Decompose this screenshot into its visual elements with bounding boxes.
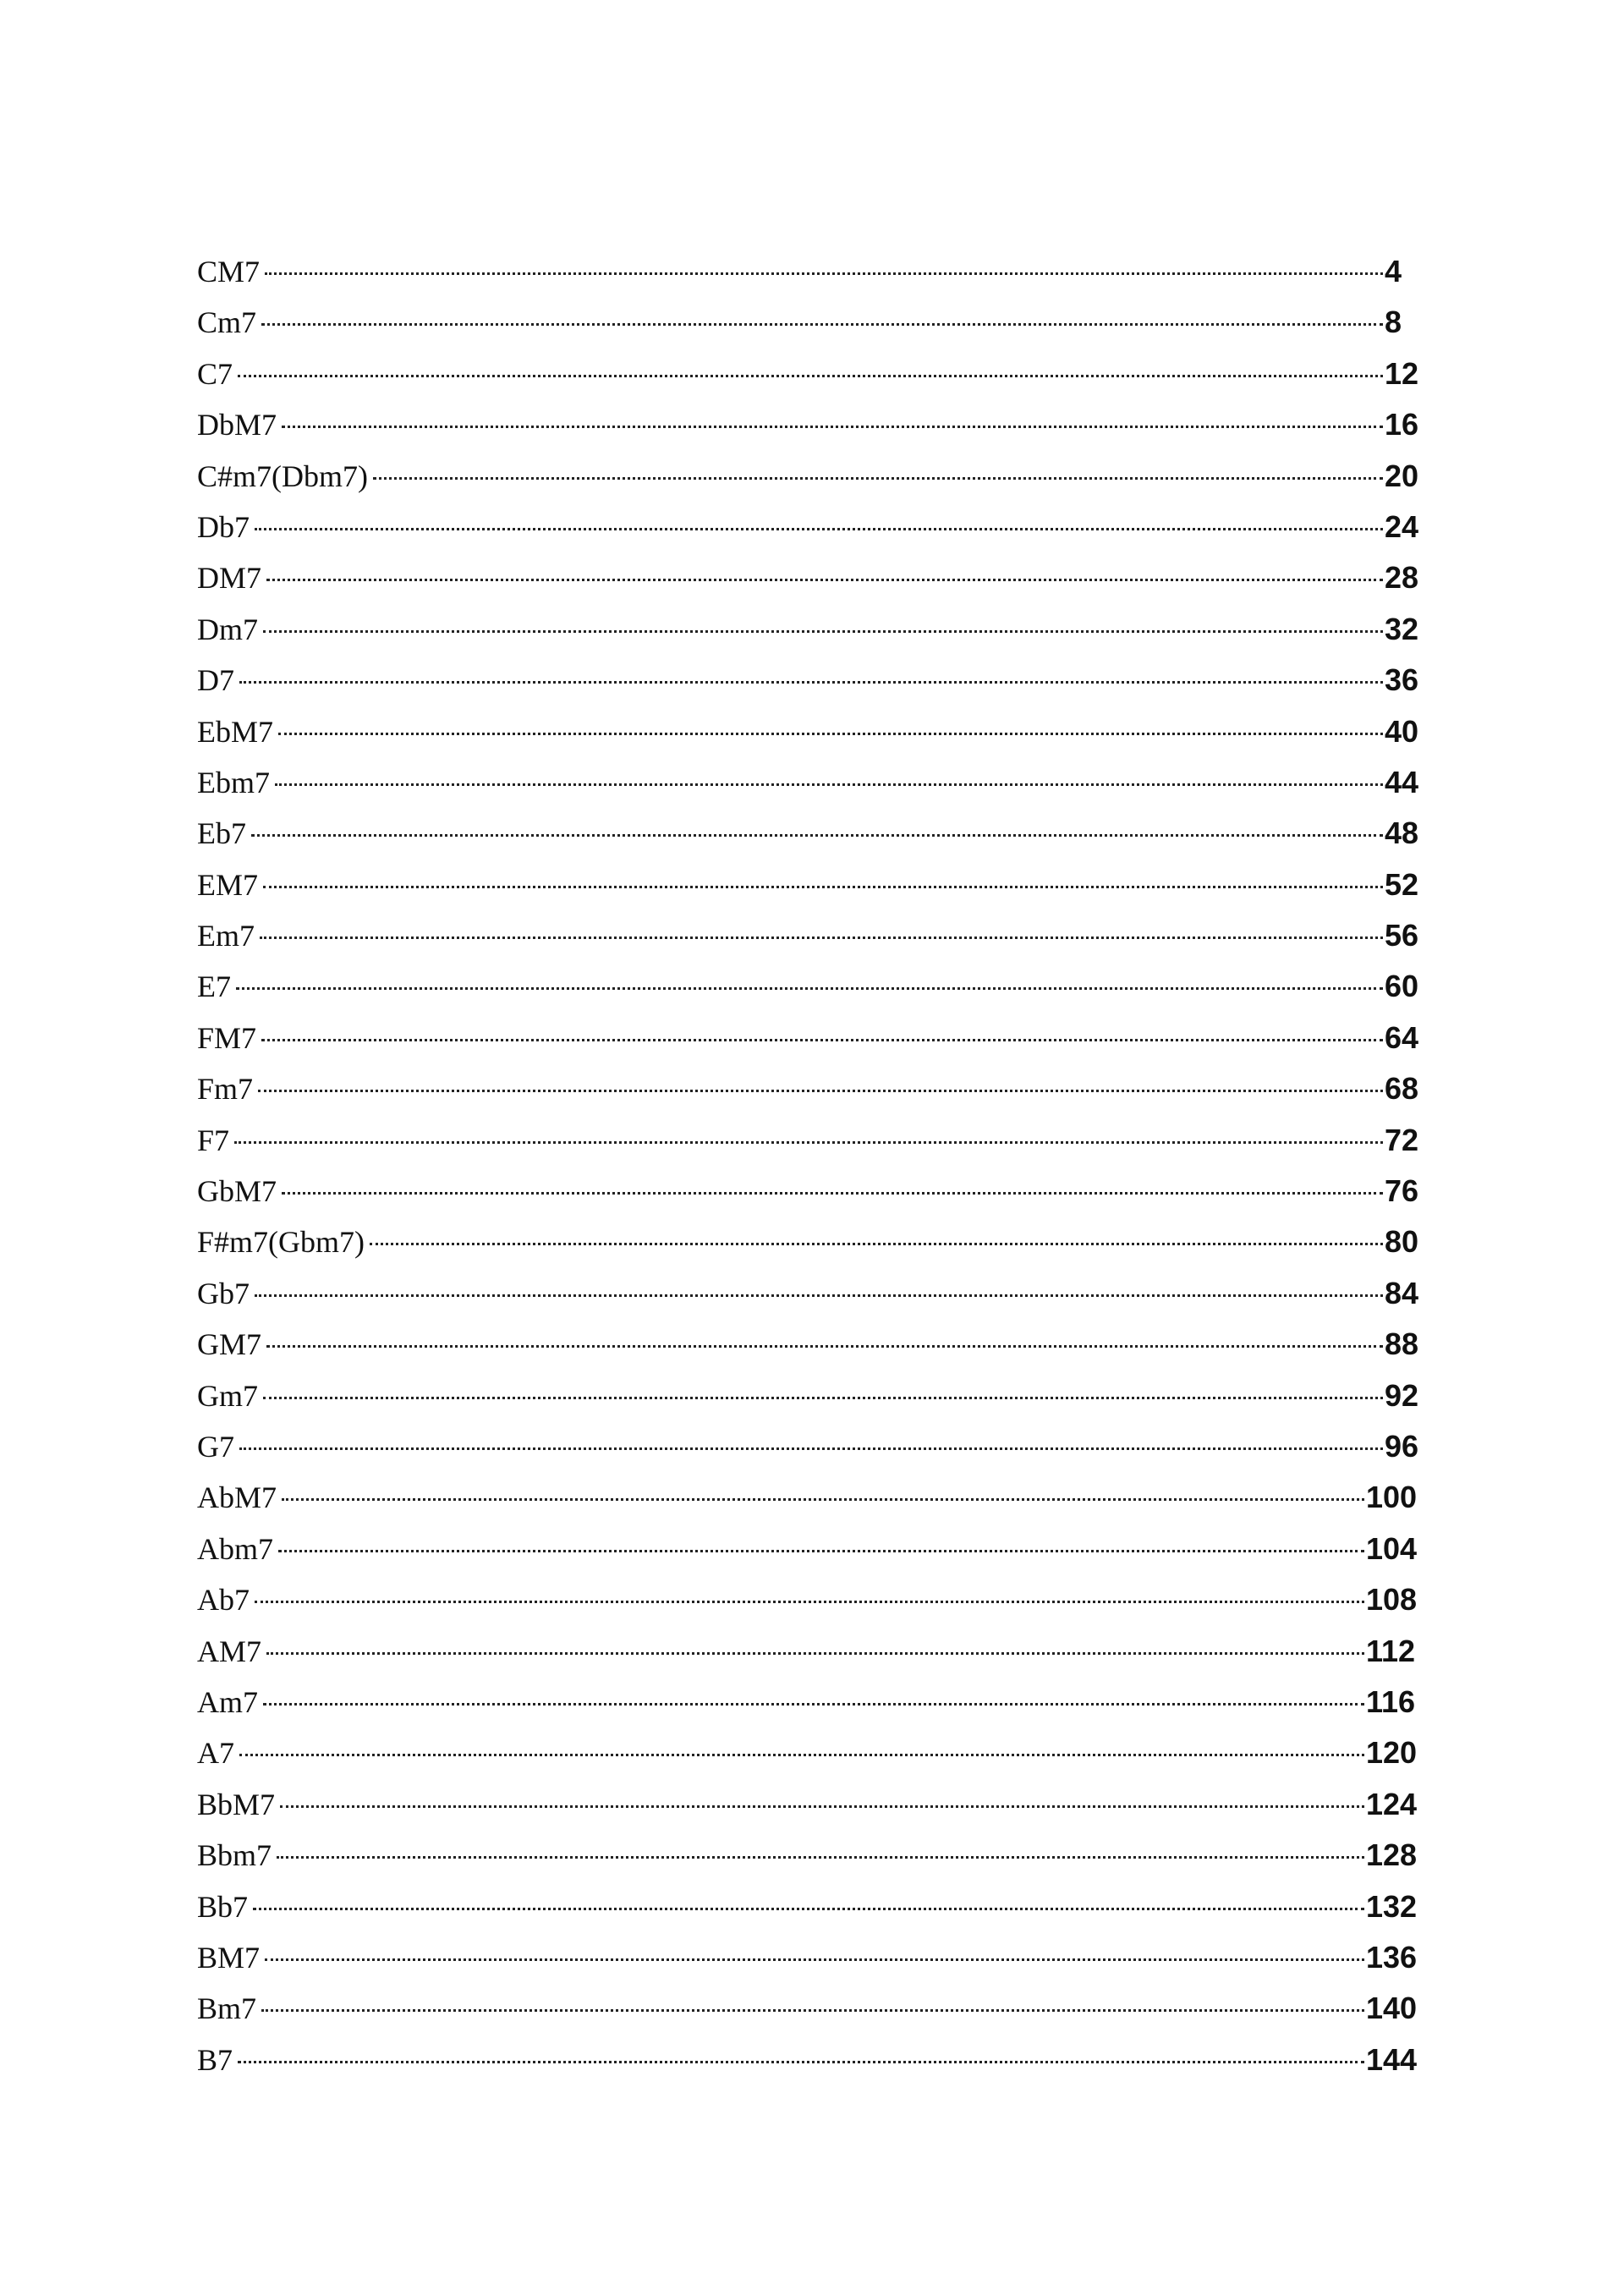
toc-entry-chord: G7: [197, 1429, 234, 1464]
toc-entry[interactable]: [197, 1634, 1425, 1684]
toc-entry[interactable]: [197, 1684, 1425, 1735]
toc-entry[interactable]: [197, 1837, 1425, 1888]
dot-leader: [263, 1703, 1364, 1706]
toc-entry[interactable]: [197, 1889, 1425, 1940]
toc-entry-chord: E7: [197, 969, 231, 1004]
toc-entry-page-number: 120: [1366, 1735, 1418, 1771]
dot-leader: [255, 1601, 1364, 1603]
toc-entry-page-number: 116: [1366, 1684, 1416, 1719]
dot-leader: [277, 1856, 1364, 1859]
toc-entry-chord: Bm7: [197, 1991, 257, 2026]
toc-entry[interactable]: [197, 459, 1425, 509]
dot-leader: [373, 477, 1383, 480]
toc-entry-page-number: 100: [1366, 1480, 1418, 1515]
toc-entry-page-number: 80: [1385, 1224, 1419, 1260]
toc-entry-chord: DbM7: [197, 408, 277, 442]
toc-entry[interactable]: [197, 1071, 1425, 1122]
toc-entry-page-number: 68: [1385, 1071, 1419, 1107]
toc-entry-page-number: 144: [1366, 2041, 1418, 2077]
toc-entry-page-number: 44: [1385, 764, 1419, 799]
dot-leader: [261, 323, 1383, 326]
dot-leader: [251, 834, 1383, 837]
toc-entry-page-number: 104: [1366, 1530, 1418, 1566]
toc-entry-page-number: 16: [1385, 407, 1419, 442]
dot-leader: [280, 1805, 1364, 1808]
toc-entry-page-number: 64: [1385, 1019, 1419, 1055]
toc-entry-chord: BbM7: [197, 1787, 276, 1821]
toc-entry-page-number: 132: [1366, 1888, 1418, 1924]
toc-entry[interactable]: [197, 1787, 1425, 1837]
dot-leader: [258, 1090, 1383, 1092]
dot-leader: [260, 937, 1383, 939]
toc-entry-page-number: 88: [1385, 1327, 1419, 1362]
toc-entry-page-number: 28: [1385, 560, 1419, 596]
dot-leader: [266, 579, 1383, 581]
dot-leader: [282, 426, 1383, 428]
toc-entry-chord: GbM7: [197, 1174, 277, 1209]
toc-entry-page-number: 112: [1366, 1633, 1416, 1668]
toc-entry-chord: FM7: [197, 1020, 257, 1055]
dot-leader: [282, 1192, 1383, 1195]
toc-entry[interactable]: [197, 918, 1425, 969]
dot-leader: [236, 987, 1383, 990]
toc-entry-page-number: 128: [1366, 1837, 1418, 1873]
toc-entry-chord: DM7: [197, 561, 262, 596]
toc-entry-chord: F7: [197, 1123, 230, 1157]
dot-leader: [265, 272, 1383, 275]
toc-entry-chord: F#m7(Gbm7): [197, 1225, 365, 1260]
toc-entry-page-number: 24: [1385, 508, 1419, 544]
toc-entry-chord: Bbm7: [197, 1838, 272, 1873]
dot-leader: [261, 1039, 1383, 1041]
toc-entry-page-number: 96: [1385, 1428, 1419, 1464]
dot-leader: [263, 886, 1383, 888]
dot-leader: [278, 733, 1383, 735]
dot-leader: [255, 1294, 1383, 1297]
toc-entry-chord: D7: [197, 663, 234, 698]
toc-entry-chord: A7: [197, 1736, 234, 1771]
toc-entry-page-number: 20: [1385, 458, 1419, 493]
toc-entry[interactable]: [197, 2042, 1425, 2093]
toc-entry[interactable]: [197, 1735, 1425, 1786]
toc-entry[interactable]: [197, 1327, 1425, 1377]
dot-leader: [266, 1652, 1364, 1655]
toc-entry[interactable]: [197, 1123, 1425, 1173]
toc-entry-chord: Abm7: [197, 1531, 273, 1566]
toc-entry-chord: AM7: [197, 1634, 262, 1668]
dot-leader: [278, 1550, 1364, 1552]
toc-entry[interactable]: [197, 1378, 1425, 1429]
toc-entry[interactable]: [197, 1020, 1425, 1071]
toc-entry[interactable]: [197, 560, 1425, 611]
toc-entry[interactable]: [197, 305, 1425, 355]
toc-entry-chord: CM7: [197, 255, 261, 288]
toc-entry[interactable]: [197, 1276, 1425, 1327]
toc-entry[interactable]: [197, 1224, 1425, 1275]
toc-entry-page-number: 92: [1385, 1377, 1419, 1413]
toc-entry[interactable]: [197, 1531, 1425, 1582]
dot-leader: [261, 2009, 1364, 2012]
toc-entry[interactable]: [197, 867, 1425, 918]
toc-entry-chord: Gb7: [197, 1276, 250, 1310]
toc-entry[interactable]: [197, 1582, 1425, 1633]
table-of-contents: [197, 254, 1425, 2093]
toc-entry[interactable]: [197, 714, 1425, 765]
toc-entry[interactable]: [197, 1429, 1425, 1480]
dot-leader: [255, 528, 1383, 530]
toc-entry[interactable]: [197, 356, 1425, 407]
dot-leader: [238, 375, 1383, 377]
dot-leader: [239, 1754, 1364, 1756]
toc-entry-chord: Dm7: [197, 612, 258, 646]
toc-entry[interactable]: [197, 765, 1425, 816]
toc-entry-page-number: 12: [1385, 355, 1419, 391]
dot-leader: [282, 1498, 1364, 1501]
toc-entry-page-number: 56: [1385, 918, 1419, 953]
toc-entry-chord: C7: [197, 356, 233, 391]
toc-entry[interactable]: [197, 1991, 1425, 2041]
toc-entry-page-number: 72: [1385, 1122, 1419, 1157]
toc-entry[interactable]: [197, 509, 1425, 560]
toc-entry[interactable]: [197, 662, 1425, 713]
dot-leader: [263, 630, 1383, 633]
toc-entry-chord: C#m7(Dbm7): [197, 459, 368, 493]
toc-entry-page-number: 48: [1385, 816, 1419, 851]
dot-leader: [239, 1447, 1383, 1450]
toc-entry[interactable]: [197, 1940, 1425, 1991]
toc-entry-chord: Cm7: [197, 305, 257, 340]
toc-entry-chord: Ebm7: [197, 765, 270, 799]
toc-entry-chord: Db7: [197, 509, 250, 544]
dot-leader: [263, 1397, 1383, 1399]
dot-leader: [238, 2061, 1364, 2063]
toc-entry-page-number: 36: [1385, 662, 1419, 698]
toc-entry-chord: Bb7: [197, 1889, 249, 1924]
dot-leader: [234, 1141, 1383, 1144]
toc-entry-page-number: 8: [1385, 305, 1402, 340]
toc-entry-chord: EbM7: [197, 714, 273, 749]
toc-entry-page-number: 40: [1385, 713, 1419, 749]
toc-entry-page-number: 60: [1385, 969, 1419, 1004]
toc-entry-page-number: 4: [1385, 254, 1402, 288]
toc-entry[interactable]: [197, 254, 1425, 305]
toc-entry-page-number: 124: [1366, 1786, 1418, 1821]
toc-entry[interactable]: [197, 612, 1425, 662]
toc-entry[interactable]: [197, 816, 1425, 866]
toc-entry[interactable]: [197, 407, 1425, 458]
toc-entry-chord: EM7: [197, 867, 258, 902]
toc-entry-chord: Ab7: [197, 1583, 250, 1618]
dot-leader: [239, 681, 1383, 684]
toc-entry-chord: Fm7: [197, 1072, 254, 1107]
toc-entry-page-number: 76: [1385, 1173, 1419, 1209]
toc-entry-chord: AbM7: [197, 1480, 277, 1515]
toc-entry-page-number: 140: [1366, 1991, 1418, 2026]
toc-entry-chord: Am7: [197, 1684, 258, 1719]
dot-leader: [266, 1345, 1383, 1348]
toc-entry-chord: BM7: [197, 1940, 261, 1975]
dot-leader: [370, 1243, 1383, 1245]
toc-entry-chord: B7: [197, 2042, 233, 2077]
dot-leader: [253, 1908, 1364, 1910]
dot-leader: [275, 783, 1383, 786]
toc-entry[interactable]: [197, 1480, 1425, 1530]
toc-entry-chord: Eb7: [197, 816, 246, 851]
toc-entry-chord: GM7: [197, 1327, 262, 1362]
toc-entry[interactable]: [197, 1173, 1425, 1224]
toc-entry-chord: Gm7: [197, 1378, 258, 1413]
toc-entry-page-number: 136: [1366, 1939, 1418, 1975]
toc-entry-page-number: 52: [1385, 866, 1419, 902]
toc-entry-chord: Em7: [197, 919, 255, 953]
dot-leader: [265, 1958, 1364, 1961]
toc-entry[interactable]: [197, 969, 1425, 1019]
toc-entry-page-number: 84: [1385, 1275, 1419, 1310]
toc-entry-page-number: 108: [1366, 1582, 1418, 1618]
toc-entry-page-number: 32: [1385, 611, 1419, 646]
